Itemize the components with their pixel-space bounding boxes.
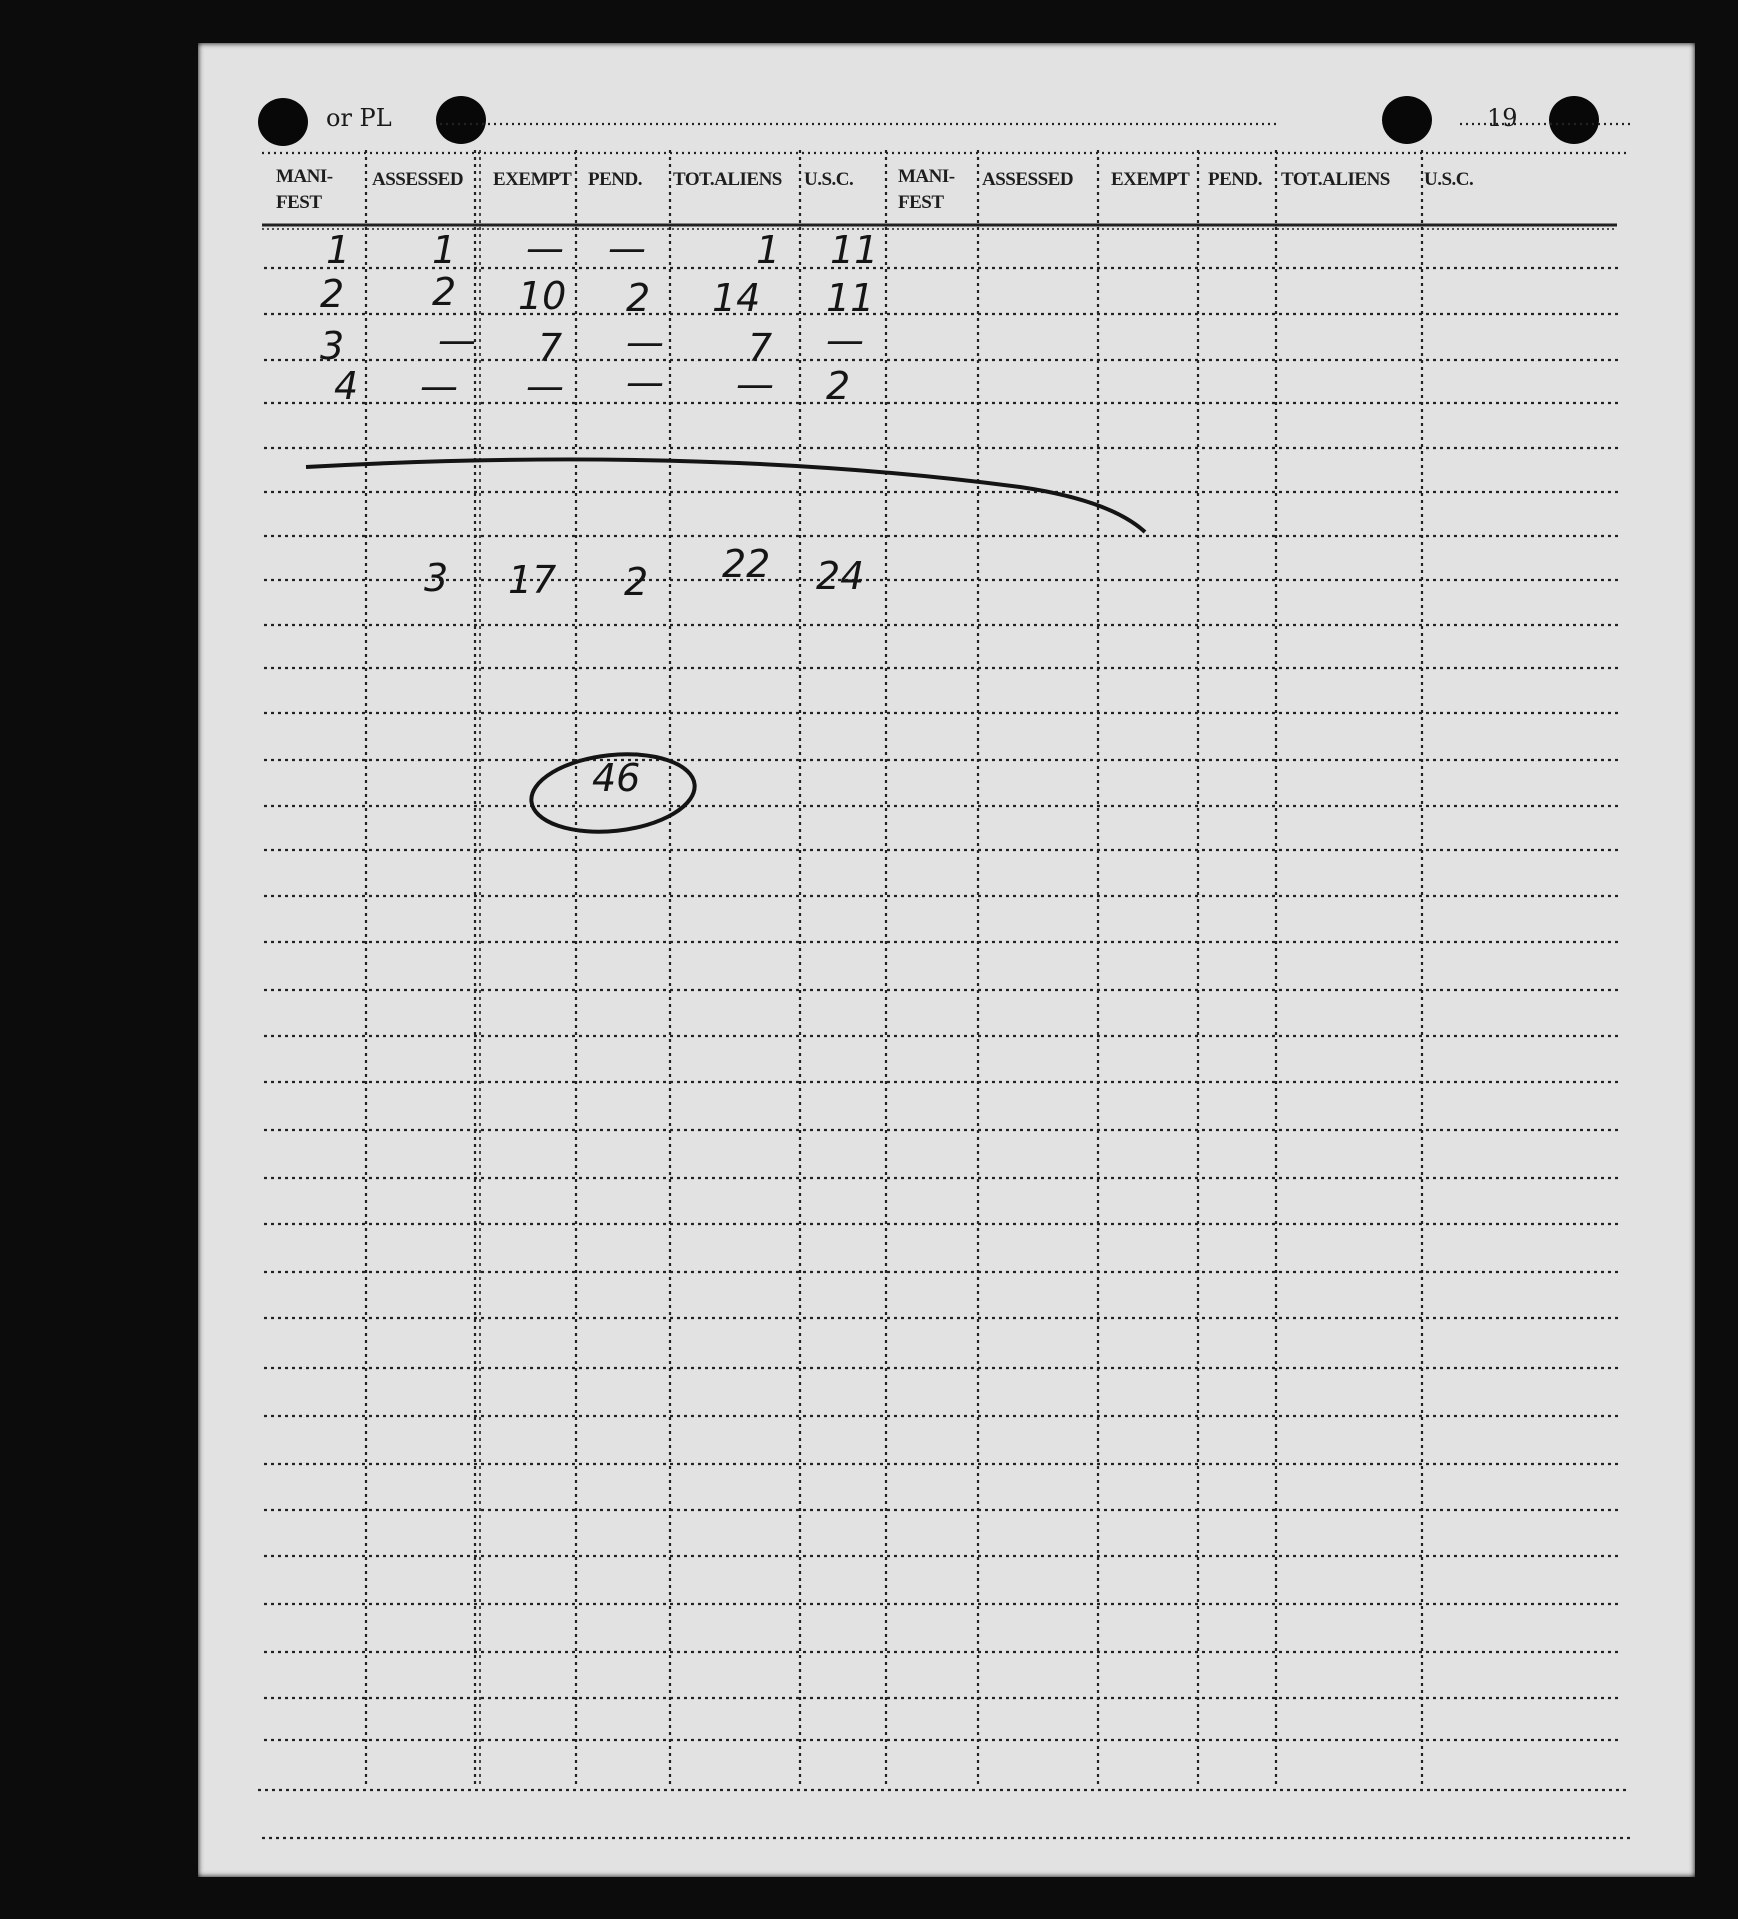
entry-3-usc: — xyxy=(826,318,864,362)
entry-4-pend: — xyxy=(626,360,664,404)
total-tot-aliens: 22 xyxy=(722,542,771,586)
entry-2-assessed: 2 xyxy=(432,270,457,314)
entry-2-exempt: 10 xyxy=(518,274,567,318)
year-label: 19 xyxy=(1487,104,1518,132)
header-assessed: ASSESSED xyxy=(372,169,464,190)
header-assessed-2: ASSESSED xyxy=(982,169,1074,190)
header-tot-aliens-2: TOT.ALIENS xyxy=(1281,169,1390,190)
entry-3-manifest: 3 xyxy=(320,324,345,368)
entry-3-exempt: 7 xyxy=(538,326,563,370)
total-usc: 24 xyxy=(816,554,865,598)
grand-total: 46 xyxy=(592,756,641,800)
entry-4-assessed: — xyxy=(420,364,458,408)
entry-3-pend: — xyxy=(626,320,664,364)
entry-3-tot-aliens: 7 xyxy=(748,326,773,370)
entry-2-usc: 11 xyxy=(826,276,875,320)
entry-3-assessed: — xyxy=(438,318,476,362)
entry-1-pend: — xyxy=(608,226,646,270)
entry-2-pend: 2 xyxy=(626,276,651,320)
total-pend: 2 xyxy=(624,560,649,604)
prefix-label: or PL xyxy=(326,104,392,132)
header-usc-2: U.S.C. xyxy=(1424,169,1474,190)
entry-1-exempt: — xyxy=(526,226,564,270)
header-usc: U.S.C. xyxy=(804,169,854,190)
entry-1-assessed: 1 xyxy=(432,228,457,272)
handwritten-total-line xyxy=(306,459,1145,532)
entry-2-manifest: 2 xyxy=(320,272,345,316)
header-pend-2: PEND. xyxy=(1208,169,1262,190)
entry-4-manifest: 4 xyxy=(334,364,359,408)
header-manifest-2: MANI- FEST xyxy=(898,166,955,213)
entry-4-exempt: — xyxy=(526,364,564,408)
header-manifest: MANI- FEST xyxy=(276,166,333,213)
entry-1-manifest: 1 xyxy=(326,228,351,272)
entry-2-tot-aliens: 14 xyxy=(712,276,761,320)
total-exempt: 17 xyxy=(508,558,557,602)
entry-1-tot-aliens: 1 xyxy=(756,228,781,272)
total-assessed: 3 xyxy=(424,556,449,600)
header-exempt-2: EXEMPT xyxy=(1111,169,1190,190)
entry-4-tot-aliens: — xyxy=(736,362,774,406)
entry-4-usc: 2 xyxy=(826,364,851,408)
entry-1-usc: 11 xyxy=(830,228,879,272)
header-tot-aliens: TOT.ALIENS xyxy=(673,169,782,190)
header-exempt: EXEMPT xyxy=(493,169,572,190)
header-pend: PEND. xyxy=(588,169,642,190)
